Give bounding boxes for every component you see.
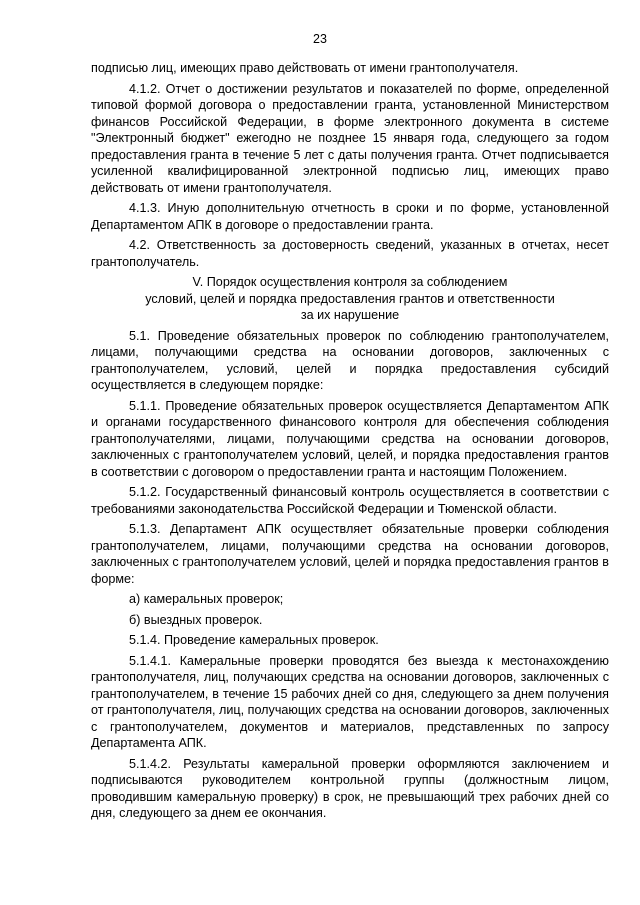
paragraph-5-1-2: 5.1.2. Государственный финансовый контроль осуществляется в соответствии с требованиями законодательства Российской Федерации и Тюменской области. xyxy=(91,485,609,516)
paragraph-4-1-2: 4.1.2. Отчет о достижении результатов и показателей по форме, определенной типовой формой договора о предоставлении гранта, установленной Министерством финансов Российской Федерации, в форме электронного документа в системе "Электронный бюджет" ежегодно не позднее 15 января года, следующего за годом предоставления гранта в течение 5 лет с даты получения гранта. Отчет подписывается усиленной квалифицированной электронной подписью лиц, имеющих право действовать от имени грантополучателя. xyxy=(91,81,609,195)
paragraph-continuation: подписью лиц, имеющих право действовать от имени грантополучателя. xyxy=(91,61,519,75)
paragraph-4-1-3: 4.1.3. Иную дополнительную отчетность в сроки и по форме, установленной Департаментом АПК в договоре о предоставлении гранта. xyxy=(91,201,609,232)
section-heading-line-3: за их нарушение xyxy=(300,308,400,322)
paragraph-4-2: 4.2. Ответственность за достоверность сведений, указанных в отчетах, несет грантополучатель. xyxy=(91,238,609,269)
paragraph-5-1-3: 5.1.3. Департамент АПК осуществляет обязательные проверки соблюдения грантополучателем, лицами, получающими средства на основании договоров, заключенных с грантополучателем условий, целей и порядка предоставления грантов в форме: xyxy=(91,522,609,586)
paragraph-5-1: 5.1. Проведение обязательных проверок по соблюдению грантополучателем, лицами, получающими средства на основании договоров, заключенных с грантополучателем, условий, целей и порядка предоставления субсидий осуществляется в следующем порядке: xyxy=(91,328,609,392)
list-item-a: а) камеральных проверок; xyxy=(129,592,284,606)
paragraph-5-1-4-2: 5.1.4.2. Результаты камеральной проверки оформляются заключением и подписываются руководителем контрольной группы (должностным лицом, проводившим камеральную проверку) в срок, не превышающий трех рабочих дней со дня, следующего за днем ее окончания. xyxy=(91,756,609,820)
section-heading xyxy=(91,274,609,324)
paragraph-5-1-4: 5.1.4. Проведение камеральных проверок. xyxy=(129,633,379,647)
page-number: 23 xyxy=(313,32,327,46)
paragraph-5-1-1: 5.1.1. Проведение обязательных проверок осуществляется Департаментом АПК и органами государственного финансового контроля для обеспечения соблюдения грантополучателями, лицами, получающими средства на основании договоров, заключенных с грантополучателем условий, целей, и порядка предоставления грантов в соответствии с договором о предоставлении гранта и настоящим Положением. xyxy=(91,398,609,479)
paragraph-5-1-4-1: 5.1.4.1. Камеральные проверки проводятся без выезда к местонахождению грантополучателя, лиц, получающих средства на основании договоров, заключенных с грантополучателем, в течение 15 рабочих дней со дня, следующего за днем получения от грантополучателя, лиц, получающих средства на основании договоров, заключенных с грантополучателем, документов и материалов, представленных по запросу Департамента АПК. xyxy=(91,653,610,750)
section-heading-line-1: V. Порядок осуществления контроля за соблюдением xyxy=(192,275,508,289)
section-heading-line-2: условий, целей и порядка предоставления грантов и ответственности xyxy=(145,291,555,306)
document-body xyxy=(91,60,609,826)
list-item-b: б) выездных проверок. xyxy=(129,612,263,627)
